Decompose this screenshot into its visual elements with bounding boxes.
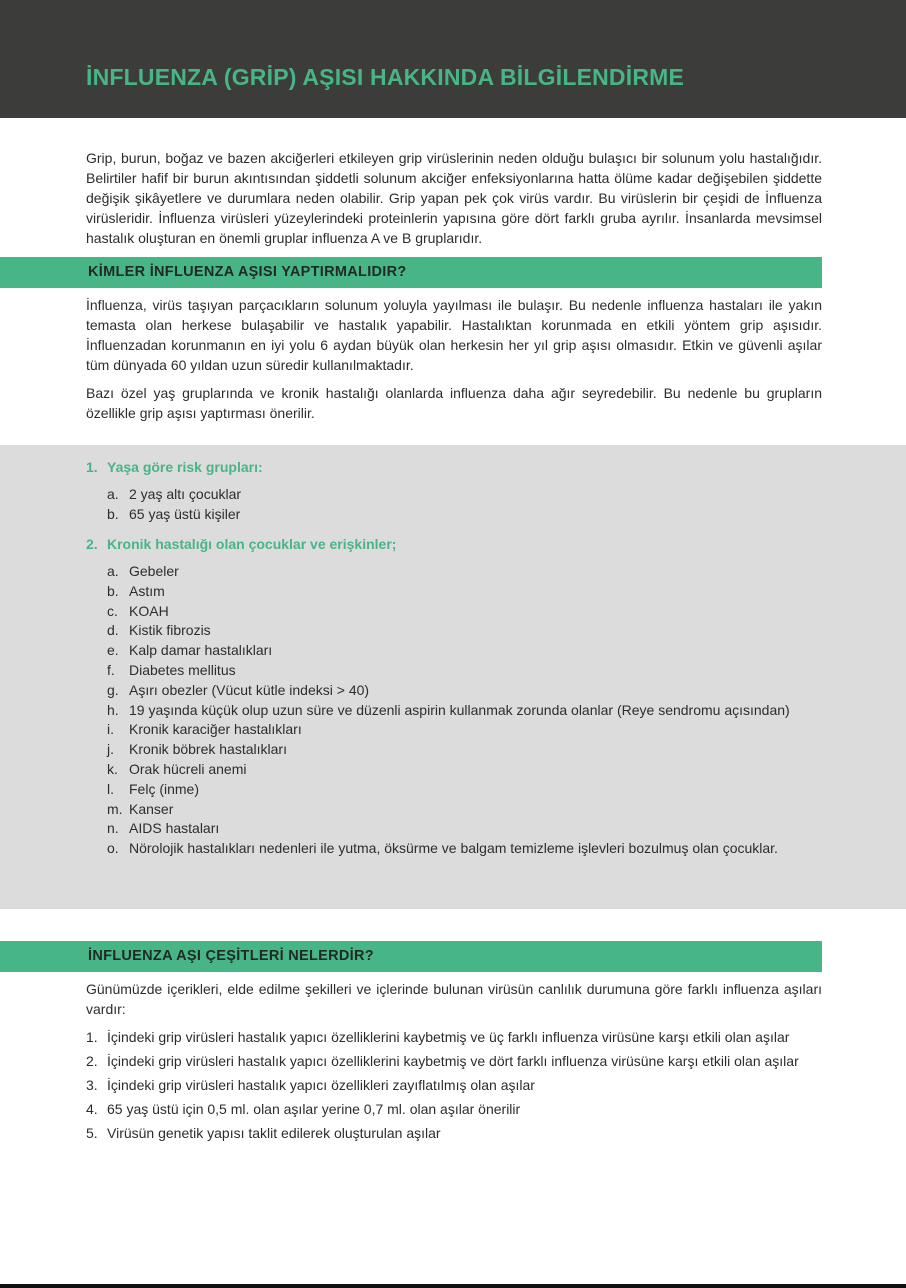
transmission-paragraph: İnfluenza, virüs taşıyan parçacıkların solunum yoluyla yayılması ile bulaşır. Bu nedenle influenza hastaları ile yakın temasta olan herkese bulaşabilir ve hastalık yapabilir. Hastalıktan korunmada en etkili yöntem grip aşısıdır. İnfluenzadan korunmanın en iyi yolu 6 aydan büyük olan herkesin her yıl grip aşısı olmasıdır. Etkin ve güvenli aşılar tüm dünyada 60 yıldan uzun süredir kullanılmaktadır. xyxy=(86,297,822,373)
list-marker: 1. xyxy=(86,1029,98,1045)
page-header xyxy=(0,0,906,118)
list-item xyxy=(107,485,807,505)
list-item xyxy=(107,740,807,760)
list-marker: a. xyxy=(107,486,119,502)
section-heading-types: İNFLUENZA AŞI ÇEŞİTLERİ NELERDİR? xyxy=(88,948,374,964)
group-number: 1. xyxy=(86,459,98,475)
list-item-text: Nörolojik hastalıkları nedenleri ile yutma, öksürme ve balgam temizleme işlevleri bozulmuş olan çocuklar. xyxy=(129,840,778,857)
list-marker: 5. xyxy=(86,1125,98,1141)
list-marker: b. xyxy=(107,505,119,522)
page-title: İNFLUENZA (GRİP) AŞISI HAKKINDA BİLGİLENDİRME xyxy=(86,64,685,90)
list-item xyxy=(86,1051,822,1071)
list-item-text: Orak hücreli anemi xyxy=(129,760,247,777)
list-item-text: Kronik karaciğer hastalıkları xyxy=(129,721,302,738)
list-item-text: Kalp damar hastalıkları xyxy=(129,642,273,659)
list-marker: j. xyxy=(107,741,114,758)
list-item xyxy=(86,1027,822,1047)
intro-paragraph: Grip, burun, boğaz ve bazen akciğerleri etkileyen grip virüslerinin neden olduğu bulaşıcı bir solunum yolu hastalığıdır. Belirtiler hafif bir burun akıntısından şiddetli solunum akciğer enfeksiyonlarına hatta ölüme kadar değişebilen şiddette değişik şikâyetlere ve durumlara neden olabilir. Grip yapan pek çok virüs vardır. Bu virüslerin bir çeşidi de İnfluenza virüsleridir. İnfluenza virüsleri yüzeylerindeki proteinlerin yapısına göre dört farklı gruba ayrılır. İnsanlarda mevsimsel hastalık oluşturan en önemli gruplar influenza A ve B gruplarıdır. xyxy=(86,150,822,246)
list-marker: l. xyxy=(107,780,114,797)
list-marker: k. xyxy=(107,760,118,777)
list-item xyxy=(86,1099,822,1119)
list-item-text: İçindeki grip virüsleri hastalık yapıcı özelliklerini kaybetmiş ve üç farklı influenza virüsüne karşı etkili olan aşılar xyxy=(107,1029,790,1045)
list-item-text: 65 yaş üstü için 0,5 ml. olan aşılar yerine 0,7 ml. olan aşılar önerilir xyxy=(107,1101,521,1117)
list-item xyxy=(107,621,807,641)
group-title-age xyxy=(86,457,263,477)
list-item-text: Kanser xyxy=(129,800,174,817)
list-item-text: Virüsün genetik yapısı taklit edilerek oluşturulan aşılar xyxy=(107,1125,441,1141)
risk-paragraph: Bazı özel yaş gruplarında ve kronik hastalığı olanlarda influenza daha ağır seyredebilir. Bu nedenle bu grupların özellikle grip aşısı yaptırması önerilir. xyxy=(86,385,822,421)
list-item-text: 2 yaş altı çocuklar xyxy=(129,486,242,502)
section-heading-bar xyxy=(0,941,822,972)
group-number: 2. xyxy=(86,536,98,552)
list-marker: 3. xyxy=(86,1077,98,1093)
list-marker: n. xyxy=(107,820,119,837)
list-item xyxy=(107,582,807,602)
list-marker: h. xyxy=(107,701,119,718)
list-marker: i. xyxy=(107,721,114,738)
list-item xyxy=(107,505,807,525)
chronic-risk-list xyxy=(107,562,807,859)
list-item xyxy=(107,681,807,701)
list-item xyxy=(107,839,807,859)
list-item xyxy=(107,800,807,820)
list-marker: d. xyxy=(107,622,119,639)
list-marker: e. xyxy=(107,642,119,659)
list-item xyxy=(107,641,807,661)
list-marker: 4. xyxy=(86,1101,98,1117)
list-marker: b. xyxy=(107,582,119,599)
list-item xyxy=(107,661,807,681)
list-item-text: AIDS hastaları xyxy=(129,820,220,837)
group-title-text: Yaşa göre risk grupları: xyxy=(107,459,263,475)
list-item-text: İçindeki grip virüsleri hastalık yapıcı özelliklerini kaybetmiş ve dört farklı influenza virüsüne karşı etkili olan aşılar xyxy=(107,1053,799,1069)
list-item xyxy=(86,1123,822,1143)
vaccine-types-intro: Günümüzde içerikleri, elde edilme şekilleri ve içlerinde bulunan virüsün canlılık durumuna göre farklı influenza aşıları vardır: xyxy=(86,981,822,1017)
list-item-text: KOAH xyxy=(129,602,169,619)
list-marker: 2. xyxy=(86,1053,98,1069)
list-item-text: Kronik böbrek hastalıkları xyxy=(129,741,287,758)
list-marker: a. xyxy=(107,563,119,579)
list-item xyxy=(107,819,807,839)
group-title-text: Kronik hastalığı olan çocuklar ve erişkinler; xyxy=(107,536,397,552)
list-item xyxy=(107,780,807,800)
list-marker: o. xyxy=(107,840,119,857)
list-item xyxy=(107,760,807,780)
list-marker: m. xyxy=(107,800,123,817)
list-item xyxy=(86,1075,822,1095)
list-item-text: Astım xyxy=(129,582,165,599)
age-risk-list xyxy=(107,485,807,525)
vaccine-types-list xyxy=(86,1027,822,1147)
section-heading-who: KİMLER İNFLUENZA AŞISI YAPTIRMALIDIR? xyxy=(88,264,407,280)
section-heading-bar xyxy=(0,257,822,288)
list-item-text: Aşırı obezler (Vücut kütle indeksi > 40) xyxy=(129,681,370,698)
list-marker: c. xyxy=(107,602,118,619)
list-item-text: 19 yaşında küçük olup uzun süre ve düzenli aspirin kullanmak zorunda olanlar (Reye sendromu açısından) xyxy=(129,701,790,718)
list-item-text: İçindeki grip virüsleri hastalık yapıcı özellikleri zayıflatılmış olan aşılar xyxy=(107,1077,535,1093)
bottom-rule xyxy=(0,1284,906,1288)
list-marker: f. xyxy=(107,661,115,678)
list-item xyxy=(107,720,807,740)
list-item-text: Felç (inme) xyxy=(129,780,200,797)
list-item xyxy=(107,701,807,721)
list-item-text: Gebeler xyxy=(129,563,179,579)
list-item-text: Kistik fibrozis xyxy=(129,622,211,639)
list-item xyxy=(107,602,807,622)
group-title-chronic xyxy=(86,534,396,554)
list-item-text: 65 yaş üstü kişiler xyxy=(129,505,241,522)
list-item-text: Diabetes mellitus xyxy=(129,661,236,678)
list-marker: g. xyxy=(107,681,119,698)
list-item xyxy=(107,562,807,582)
